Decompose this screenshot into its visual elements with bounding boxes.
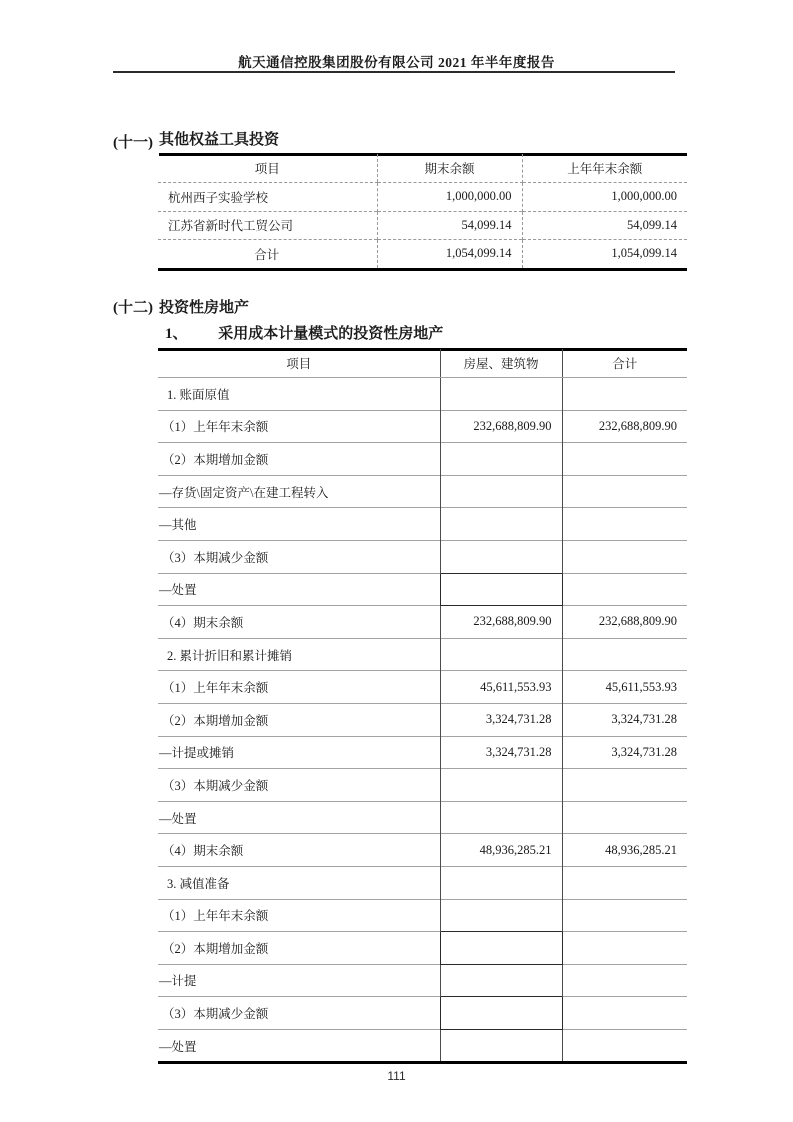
table-header-row <box>158 154 687 183</box>
cell-total <box>562 1029 687 1063</box>
cell-item: （2）本期增加金额 <box>162 452 269 467</box>
cell-ending: 1,054,099.14 <box>377 240 522 270</box>
table-row <box>158 508 687 541</box>
cell-item: —处置 <box>159 811 197 826</box>
table-header-row <box>158 349 687 378</box>
cell-buildings <box>440 964 562 997</box>
cell-buildings <box>440 801 562 834</box>
cell-total <box>562 508 687 541</box>
cell-beginning: 54,099.14 <box>627 217 677 232</box>
table-row <box>158 443 687 476</box>
cell-total <box>562 899 687 932</box>
cell-buildings <box>440 932 562 965</box>
subsection-1-heading <box>158 322 687 351</box>
section-12-label: (十二) <box>113 300 153 316</box>
cell-item: 2. 累计折旧和累计摊销 <box>167 648 293 663</box>
table-row <box>158 410 687 443</box>
table-row <box>158 866 687 899</box>
table-row <box>158 671 687 704</box>
cell-total <box>562 997 687 1030</box>
document-header-title: 航天通信控股集团股份有限公司 2021 年半年度报告 <box>238 55 555 70</box>
cell-buildings <box>440 899 562 932</box>
table-row <box>158 211 687 240</box>
cell-item: （3）本期减少金额 <box>162 550 269 565</box>
cell-buildings <box>440 540 562 573</box>
section-12-heading <box>113 296 687 321</box>
table-row <box>158 964 687 997</box>
cell-total <box>562 638 687 671</box>
cell-buildings: 3,324,731.28 <box>440 736 562 769</box>
cell-item: 江苏省新时代工贸公司 <box>168 219 294 234</box>
investment-property-table <box>158 349 687 1064</box>
table-row <box>158 378 687 411</box>
table-row <box>158 899 687 932</box>
table-row <box>158 801 687 834</box>
cell-item: —计提或摊销 <box>159 746 235 761</box>
column-header-item: 项目 <box>158 349 440 378</box>
column-header-buildings: 房屋、建筑物 <box>440 349 562 378</box>
equity-instruments-table <box>158 154 687 271</box>
cell-ending: 54,099.14 <box>377 211 522 240</box>
cell-item: 1. 账面原值 <box>167 387 230 402</box>
column-header-prior-year-balance: 上年年末余额 <box>522 154 687 183</box>
cell-total: 45,611,553.93 <box>605 679 677 694</box>
cell-item: 杭州西子实验学校 <box>168 190 269 205</box>
cell-beginning: 1,054,099.14 <box>611 246 677 261</box>
cell-item-total: 合计 <box>254 247 280 262</box>
cell-buildings <box>440 1029 562 1063</box>
cell-buildings: 48,936,285.21 <box>440 834 562 867</box>
table-row <box>158 932 687 965</box>
cell-buildings <box>440 443 562 476</box>
cell-item: （4）期末余额 <box>162 615 244 630</box>
section-11-title: 其他权益工具投资 <box>159 128 687 156</box>
cell-item: —存货\固定资产\在建工程转入 <box>159 485 329 500</box>
cell-buildings: 45,611,553.93 <box>440 671 562 704</box>
table-total-row <box>158 240 687 270</box>
cell-total <box>562 443 687 476</box>
cell-item: （2）本期增加金额 <box>162 713 269 728</box>
cell-item: （4）期末余额 <box>162 844 244 859</box>
cell-item: 3. 减值准备 <box>167 876 230 891</box>
cell-total <box>562 540 687 573</box>
cell-total: 3,324,731.28 <box>611 712 677 727</box>
table-row <box>158 769 687 802</box>
table-row <box>158 475 687 508</box>
table-row <box>158 834 687 867</box>
cell-item: （3）本期减少金额 <box>162 778 269 793</box>
subsection-1-title: 采用成本计量模式的投资性房地产 <box>218 326 444 342</box>
column-header-total: 合计 <box>562 349 687 378</box>
cell-buildings <box>440 866 562 899</box>
cell-total <box>562 866 687 899</box>
cell-total <box>562 932 687 965</box>
table-row <box>158 736 687 769</box>
cell-item: （1）上年年末余额 <box>162 420 269 435</box>
table-row <box>158 573 687 606</box>
cell-item: （2）本期增加金额 <box>162 941 269 956</box>
cell-buildings: 3,324,731.28 <box>440 703 562 736</box>
cell-item: （3）本期减少金额 <box>162 1007 269 1022</box>
table-row <box>158 638 687 671</box>
cell-beginning: 1,000,000.00 <box>611 189 677 204</box>
cell-buildings <box>440 573 562 606</box>
header-rule <box>113 71 675 73</box>
table-row <box>158 183 687 212</box>
cell-item: —处置 <box>159 583 197 598</box>
cell-buildings <box>440 638 562 671</box>
cell-item: —处置 <box>159 1039 197 1054</box>
cell-buildings: 232,688,809.90 <box>440 410 562 443</box>
table-row <box>158 540 687 573</box>
cell-item: （1）上年年末余额 <box>162 909 269 924</box>
cell-total: 232,688,809.90 <box>598 614 677 629</box>
table-row <box>158 997 687 1030</box>
cell-total <box>562 801 687 834</box>
table-row <box>158 1029 687 1063</box>
cell-item: （1）上年年末余额 <box>162 681 269 696</box>
column-header-ending-balance: 期末余额 <box>377 154 522 183</box>
table-row <box>158 703 687 736</box>
section-11-label: (十一) <box>113 135 153 151</box>
cell-buildings <box>440 475 562 508</box>
subsection-1-number: 1、 <box>165 326 188 342</box>
cell-total <box>562 378 687 411</box>
cell-buildings: 232,688,809.90 <box>440 606 562 639</box>
cell-item: —其他 <box>159 518 197 533</box>
section-11-heading <box>113 128 687 156</box>
cell-total <box>562 964 687 997</box>
cell-total <box>562 475 687 508</box>
cell-total: 48,936,285.21 <box>605 842 677 857</box>
cell-buildings <box>440 997 562 1030</box>
section-12-title: 投资性房地产 <box>159 300 250 316</box>
cell-total: 232,688,809.90 <box>598 418 677 433</box>
cell-total <box>562 573 687 606</box>
cell-buildings <box>440 769 562 802</box>
page-number: 111 <box>387 1069 406 1083</box>
cell-buildings <box>440 378 562 411</box>
table-row <box>158 606 687 639</box>
cell-item: —计提 <box>159 974 197 989</box>
column-header-item: 项目 <box>158 154 377 183</box>
cell-total: 3,324,731.28 <box>611 744 677 759</box>
cell-buildings <box>440 508 562 541</box>
cell-total <box>562 769 687 802</box>
cell-ending: 1,000,000.00 <box>377 183 522 212</box>
